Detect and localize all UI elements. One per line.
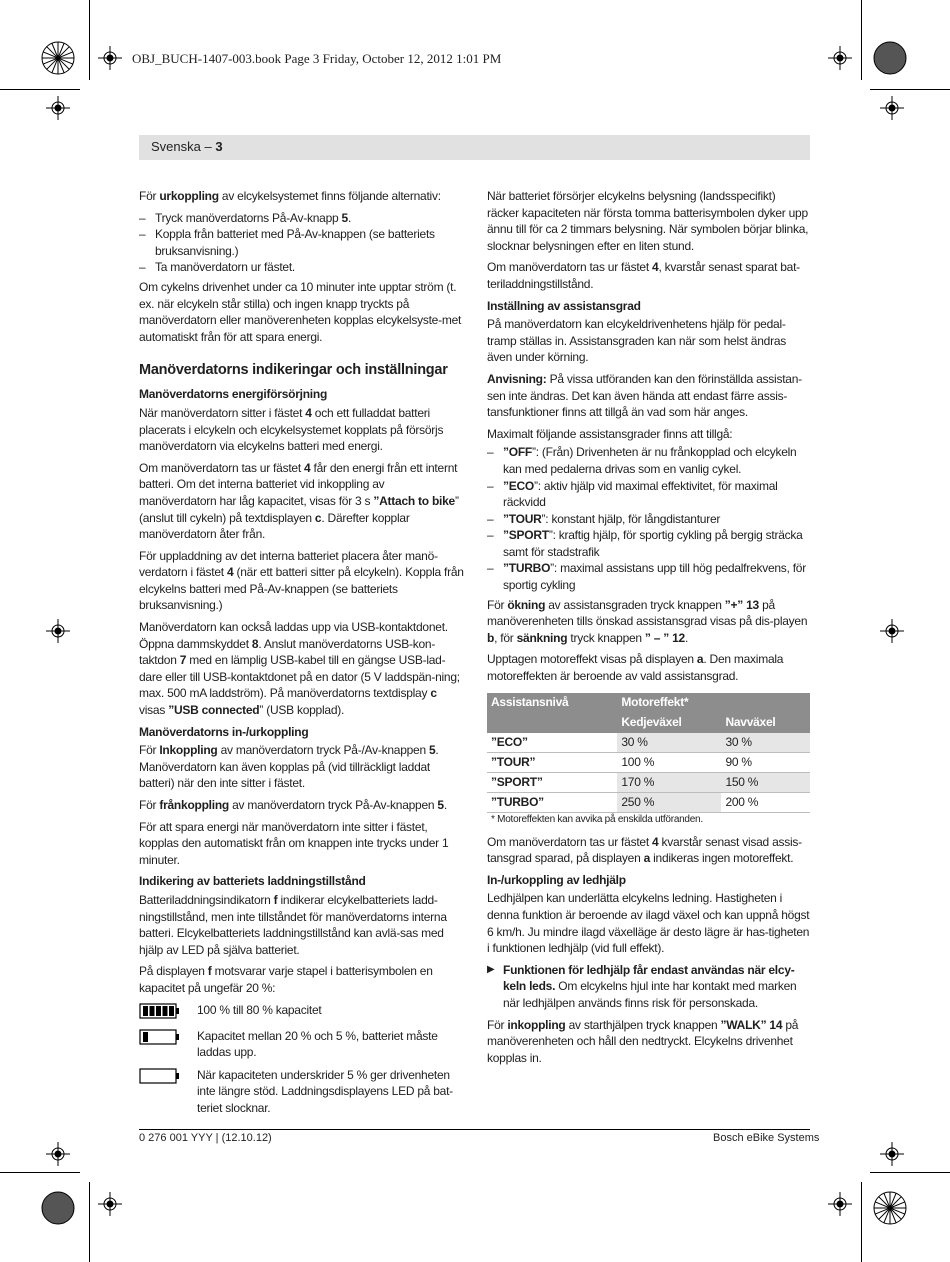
registration-mark-bottom-right [872,1190,908,1226]
list-item: – ”TURBO”: maximal assistans upp till hög pedalfrekvens, för sportig cykling [487,560,810,593]
footer-brand: Bosch eBike Systems [713,1132,820,1144]
footer-rule [139,1129,810,1130]
crop-line [870,1172,950,1173]
crosshair-mark-left-top [46,96,70,120]
battery-level-text: 100 % till 80 % kapacitet [197,1002,322,1017]
paragraph: Manöverdatorn kan också laddas upp via USB-kontaktdonet. Öppna dammskyddet 8. Anslut manöverdatorns USB-kon-taktdon 7 med en lämplig USB-kabel till en gängse USB-lad-dare eller till USB-kontaktdonet på en dator (5 V laddspän-ning; max. 500 mA laddström). På manöverdatorns textdisplay c visas ”USB connected” (USB kopplad). [139,620,460,718]
left-column [139,188,464,1123]
paragraph: För urkoppling av elcykelsystemet finns följande alternativ: [139,189,441,203]
subsection-heading: Inställning av assistansgrad [487,298,641,313]
crosshair-mark-bottom-b [828,1192,852,1216]
battery-full-icon [139,1002,181,1020]
paragraph: För att spara energi när manöverdatorn inte sitter i fästet, kopplas den automatiskt från om knappen inte trycks under 1 minuter. [139,819,449,867]
crosshair-mark-top-a [98,46,122,70]
registration-mark-bottom-left [40,1190,76,1226]
crosshair-mark-bottom-a [98,1192,122,1216]
table-cell-hub: 150 % [721,772,810,792]
motor-power-table [487,693,810,813]
list-item: – Tryck manöverdatorns På-Av-knapp 5. [139,210,464,227]
paragraph: När batteriet försörjer elcykelns belysning (landsspecifikt) räcker kapaciteten när första tomma batterisymbolen dyker upp ännu till för ca 2 timmars belysning. När symbolen börjar blinka, slocknar belysningen efter en liten stund. [487,189,809,253]
paragraph: Om manöverdatorn tas ur fästet 4, kvarstår senast sparat bat-teriladdningstillstånd. [487,260,800,291]
warning-arrow-icon: ▶ [487,963,495,975]
page-header-text [151,139,223,154]
list-item: – Koppla från batteriet med På-Av-knappen (se batteriets bruksanvisning.) [139,226,464,259]
table-cell-mode: ”ECO” [487,733,617,753]
table-cell-hub: 200 % [721,792,810,812]
battery-empty-icon [139,1067,181,1085]
registration-mark-top-left [40,40,76,76]
table-cell-mode: ”SPORT” [487,772,617,792]
subsection-heading: In-/urkoppling av ledhjälp [487,872,626,887]
table-header-row [487,693,810,713]
right-column [487,188,810,1071]
paragraph: På manöverdatorn kan elcykeldrivenhetens hjälp för pedal-tramp ställas in. Assistansgraden kan när som helst ändras även under körning. [487,317,786,365]
paragraph: På displayen f motsvarar varje stapel i batterisymbolen en kapacitet på ungefär 20 %: [139,964,433,995]
crop-line [861,0,862,80]
shutdown-options-list [139,210,464,276]
paragraph: För ökning av assistansgraden tryck knappen ”+” 13 på manöverenheten tills önskad assistansgrad visas på dis-playen b, för sänkning tryck knappen ” – ” 12. [487,597,808,645]
crosshair-mark-left-middle [46,619,70,643]
page-number: 3 [215,139,223,154]
crop-line [870,89,950,90]
paragraph: Om manöverdatorn tas ur fästet 4 får den energi från ett internt batteri. Om det interna batteriet vid inkoppling av manöverdatorn har låg kapacitet, visas för 3 s ”Attach to bike” (anslut till cykeln) på textdisplayen c. Därefter kopplar manöverdatorn åter från. [139,460,459,542]
battery-level-row [139,1002,464,1022]
crop-line [89,0,90,80]
registration-mark-top-right [872,40,908,76]
crop-line [0,89,80,90]
table-cell-chain: 100 % [617,752,721,772]
table-cell-mode: ”TOUR” [487,752,617,772]
section-heading: Manöverdatorns indikeringar och inställningar [139,362,448,379]
subsection-heading: Indikering av batteriets laddningstillstånd [139,874,366,889]
paragraph: Ledhjälpen kan underlätta elcykelns ledning. Hastigheten i denna funktion är beroende av ilagd växel och kan uppnå högst 6 km/h. Ju mindre ilagd växelläge är desto lägre är has-tigheten i funktionen ledhjälp (vid full effekt). [487,891,810,956]
paragraph: Om manöverdatorn tas ur fästet 4 kvarstår senast visad assis-tansgrad sparad, på displayen a indikeras ingen motoreffekt. [487,834,802,866]
table-header-hub: Navväxel [721,713,810,733]
table-header-power: Motoreffekt* [617,693,810,713]
note-paragraph: Anvisning: På vissa utföranden kan den förinställda assistan-sen inte ändras. Det kan även hända att endast färre assis-tansfunktioner finns att tillgå än vad som här anges. [487,371,802,420]
table-footnote: * Motoreffekten kan avvika på enskilda utföranden. [491,813,703,825]
crop-line [89,1182,90,1262]
paragraph: För inkoppling av starthjälpen tryck knappen ”WALK” 14 på manöverenheten och håll den nedtryckt. Elcykelns drivenhet kopplas in. [487,1017,799,1065]
page-header [139,135,810,160]
table-cell-hub: 30 % [721,733,810,753]
table-cell-hub: 90 % [721,752,810,772]
crop-line [861,1182,862,1262]
assist-modes-list [487,444,810,593]
table-cell-chain: 250 % [617,792,721,812]
table-row [487,752,810,772]
table-row [487,792,810,812]
list-item: – ”OFF”: (Från) Drivenheten är nu frånkopplad och elcykeln kan med pedalerna drivas som en vanlig cykel. [487,444,810,477]
paragraph: Om cykelns drivenhet under ca 10 minuter inte upptar ström (t. ex. när elcykeln står stilla) och ingen knapp tryckts på manöverdatorn eller manöverenheten kopplas elcykelsyste-met automatiskt från för att spara energi. [139,279,462,344]
header-language: Svenska [151,139,201,154]
table-header-mode: Assistansnivå [487,693,617,713]
crosshair-mark-right-top [880,96,904,120]
table-row [487,733,810,753]
paragraph: När manöverdatorn sitter i fästet 4 och ett fulladdat batteri placerats i elcykeln och elcykelsystemet kopplats på försörjs manöverdatorn via elcykelns batteri med energi. [139,405,444,454]
list-item: – Ta manöverdatorn ur fästet. [139,259,464,276]
table-row [487,772,810,792]
crosshair-mark-right-middle [880,619,904,643]
paragraph: Maximalt följande assistansgrader finns att tillgå: [487,426,733,441]
crosshair-mark-left-bottom [46,1142,70,1166]
battery-low-icon [139,1028,181,1046]
battery-level-text: När kapaciteten underskrider 5 % ger drivenheten inte längre stöd. Laddningsdisplayens LED på bat-teriet slocknar. [197,1067,453,1115]
list-item: – ”ECO”: aktiv hjälp vid maximal effektivitet, för maximal räckvidd [487,478,810,511]
subsection-heading: Manöverdatorns in-/urkoppling [139,724,309,739]
print-slug: OBJ_BUCH-1407-003.book Page 3 Friday, October 12, 2012 1:01 PM [132,51,502,66]
warning-note: ▶ Funktionen för ledhjälp får endast användas när elcy-keln leds. Om elcykelns hjul inte har kontakt med marken när ledhjälpen används finns risk för personskada. [487,962,797,1010]
paragraph: Upptagen motoreffekt visas på displayen a. Den maximala motoreffekten är beroende av vald assistansgrad. [487,652,784,684]
paragraph: Batteriladdningsindikatorn f indikerar elcykelbatteriets ladd-ningstillstånd, men inte tillståndet för manöverdatorns interna batteri. Elcykelbatteriets laddningstillstånd kan avlä-sas med hjälp av LED på själva batteriet. [139,892,447,957]
header-separator: – [200,139,216,154]
paragraph: För uppladdning av det interna batteriet placera åter manö-verdatorn i fästet 4 (när ett batteri sitter på elcykeln). Koppla från elcykelns batteri med På-Av-knappen (se batteriets bruksanvisning.) [139,548,464,613]
battery-level-row [139,1028,464,1061]
paragraph: För Inkoppling av manöverdatorn tryck På-/Av-knappen 5. Manöverdatorn kan även kopplas på (vid tillräckligt laddat batteri) när den inte sitter i fästet. [139,743,439,791]
subsection-heading: Manöverdatorns energiförsörjning [139,387,328,402]
table-header-chain: Kedjeväxel [617,713,721,733]
table-header-row [487,713,810,733]
list-item: – ”TOUR”: konstant hjälp, för långdistanturer [487,511,810,528]
table-cell-chain: 170 % [617,772,721,792]
crosshair-mark-right-bottom [880,1142,904,1166]
footer-document-number: 0 276 001 YYY | (12.10.12) [139,1132,272,1144]
battery-level-text: Kapacitet mellan 20 % och 5 %, batteriet måste laddas upp. [197,1028,438,1060]
crop-line [0,1172,80,1173]
table-cell-chain: 30 % [617,733,721,753]
paragraph: För frånkoppling av manöverdatorn tryck På-Av-knappen 5. [139,798,447,812]
crosshair-mark-top-b [828,46,852,70]
table-cell-mode: ”TURBO” [487,792,617,812]
battery-level-row [139,1067,464,1117]
list-item: – ”SPORT”: kraftig hjälp, för sportig cykling på bergig sträcka samt för stadstrafik [487,527,810,560]
